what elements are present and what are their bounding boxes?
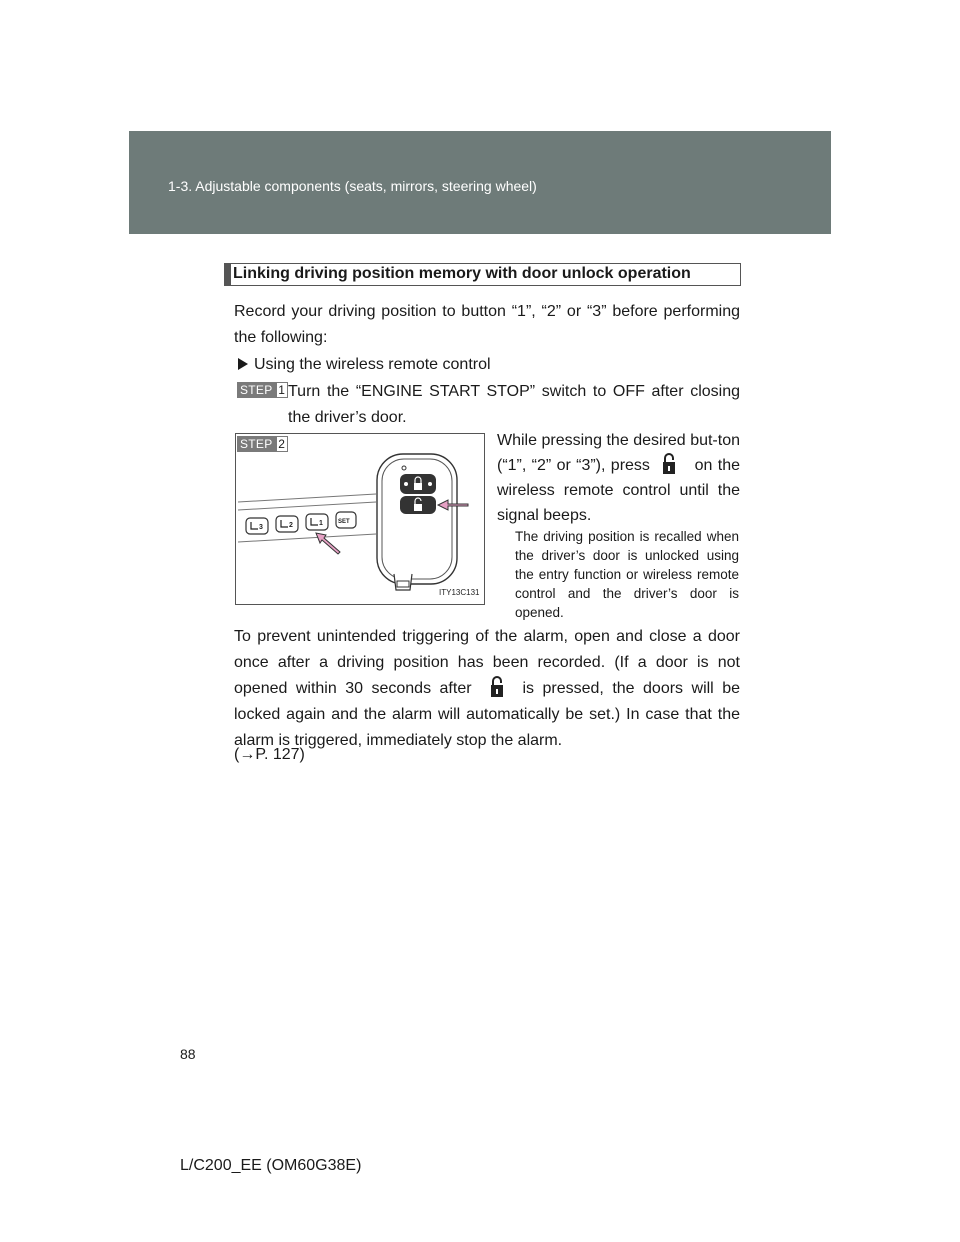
step2-note: The driving position is recalled when the driver’s door is unlocked using the entry function or wireless remote control and the driver’s door is opened. [515,529,739,620]
page-reference: (→P. 127) [234,746,305,763]
step1-number: 1 [276,382,288,398]
step2-number: 2 [276,436,288,452]
step2-text [497,428,740,528]
bullet-arrow-icon [238,358,248,370]
figure-code: ITY13C131 [439,588,480,597]
memory-button-1-label: 1 [319,520,323,527]
alarm-paragraph [234,624,740,754]
step2-badge [237,436,288,452]
remote-key-icon [236,434,484,604]
step2-label: STEP [237,436,276,452]
remote-key-illustration [235,433,485,605]
memory-button-2-label: 2 [289,522,293,529]
step1-label: STEP [237,382,276,398]
unlock-icon [480,676,514,698]
step1-text: Turn the “ENGINE START STOP” switch to OFF after closing the driver’s door. [288,383,740,426]
step2-text-b: on the wireless remote control until the signal beeps. [497,457,741,524]
section-heading-box [224,263,741,286]
memory-button-3-label: 3 [259,524,263,531]
memory-button-set-label: SET [338,519,350,525]
bullet-item [238,352,491,378]
document-code: L/C200_EE (OM60G38E) [180,1157,362,1174]
page-number: 88 [180,1046,196,1062]
bullet-text: Using the wireless remote control [254,356,491,373]
intro-paragraph: Record your driving position to button “1”, “2” or “3” before performing the following: [234,303,740,346]
unlock-icon [655,453,689,475]
section-title: Linking driving position memory with door unlock operation [233,265,691,282]
step1-badge [237,382,288,398]
section-heading-bar [225,264,231,285]
alarm-text-a: To prevent unintended triggering of the alarm, open and close a door once after a driving position has been recorded. (If a door is not opened within 30 seconds after [234,628,740,697]
chapter-title: 1-3. Adjustable components (seats, mirrors, steering wheel) [168,178,537,194]
alarm-text-b: is pressed, the doors will be locked again and the alarm will automatically be set.) In case that the alarm is triggered, immediately stop the alarm. [234,680,740,749]
step2-text-a: While pressing the desired but-ton (“1”, “2” or “3”), press [497,432,740,474]
